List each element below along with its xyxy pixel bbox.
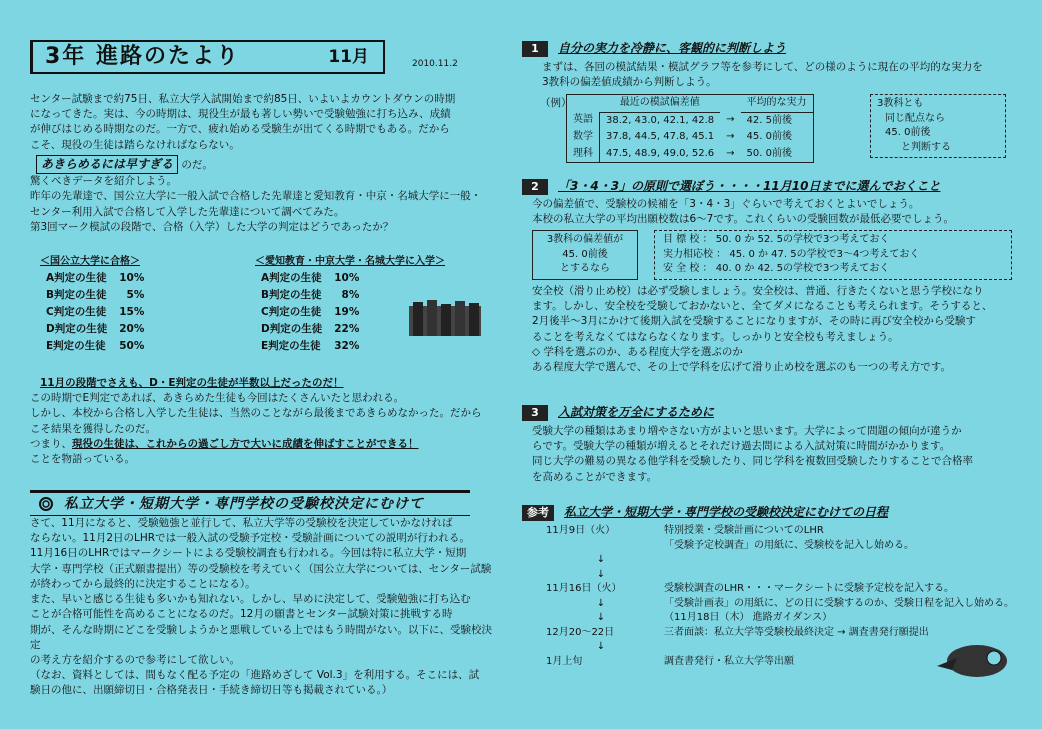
arrow: → [726,114,735,126]
reference-badge: 参考 [522,505,554,521]
arrow: → [726,131,735,142]
intro [30,92,500,235]
percentage: 10% [119,271,145,284]
schedule-row [542,524,1018,539]
schedule-date: ↓ [596,597,606,609]
section-heading-private-schools [30,490,470,516]
schedule-date: 11月16日（火） [546,583,622,594]
newsletter-month: 11月 [328,46,369,67]
table-row [567,146,814,163]
grade-label: B判定の生徒 [46,288,107,301]
body-line: ◇ 学科を選ぶのか、ある程度大学を選ぶのか [532,345,743,358]
average: 45. 0前後 [746,131,792,142]
judgment-line: 3教科とも [877,98,924,109]
deviation-table [566,94,814,163]
national-results [40,255,150,356]
condition-line: 45. 0前後 [562,248,608,260]
national-heading: ＜国公立大学に合格＞ [40,256,140,267]
result-row [255,321,365,338]
schedule-event [660,568,1018,583]
section-title: 入試対策を万全にするために [558,405,715,420]
intro-line: センター利用入試で合格して入学した先輩達について調べてみた。 [30,205,345,218]
intro-line: こそ、現役の生徒は踏らなければならない。 [30,138,240,151]
subject: 数学 [567,129,600,146]
percentage: 8% [341,288,360,301]
schedule-event: 三者面談：私立大学等受験校最終決定 → 調査書発行願提出 [664,626,929,638]
section-number: 3 [522,405,548,421]
body-line: ることを考えなくてはならなくなります。しっかりと安全校も考えましょう。 [532,330,899,343]
books-illustration [405,292,485,342]
condition-line: とするなら [560,263,610,274]
intro-line: 驚くべきデータを紹介しよう。 [30,175,177,188]
grade-label: D判定の生徒 [261,323,323,336]
body-line: が終わってから最終的に決定することになる）。 [30,577,256,590]
intro-line: センター試験まで約75日、私立大学入試開始まで約85日、いよいよカウントダウンの時期 [30,93,456,105]
body-line: ならない。11月2日のLHRでは一般入試の受験予定校・受験計画についての説明が行われる。 [30,532,470,545]
bird-illustration [932,636,1012,686]
result-row [255,287,365,304]
body-line: 今の偏差値で、受験校の候補を「3・4・3」ぐらいで考えておくとよいでしょう。 [532,198,920,210]
double-circle-icon [36,497,56,511]
section-1-body [542,60,1012,90]
body-line: まずは、各回の模試結果・模試グラフ等を参考にして、どの様のように現在の平均的な実力を [542,61,983,73]
schedule-event: 受験校調査のLHR・・・マークシートに受験予定校を記入する。 [664,583,955,594]
private-schools-body [30,516,500,699]
body-line: ある程度大学で選んで、その上で学科を広げて滑り止め校を選ぶのも一つの考え方です。 [532,361,951,374]
schedule-date: ↓ [596,554,606,565]
body-line: らです。受験大学の種類が増えるとそれだけ過去問による入試対策に時間がかかります。 [532,440,951,453]
result-row [40,321,150,338]
section-title: 私立大学・短期大学・専門学校の受験校決定にむけて [64,495,424,512]
school-tier-box [654,230,1012,280]
schedule-event: 「受験計画表」の用紙に、どの日に受験するのか、受験日程を記入し始める。 [664,597,1014,609]
table-row [567,112,814,129]
percentage: 15% [119,305,145,318]
schedule-date: 1月上旬 [546,655,583,667]
grade-label: C判定の生徒 [46,305,107,318]
body-line: 大学・専門学校（正式願書提出）等の受験校を考えていく（国公立大学については、センター試験 [30,562,492,575]
body-line: ます。しかし、安全校を受験しておかないと、全てダメになることも考えられます。そうすると、 [532,300,993,313]
table-header-row [567,95,814,113]
result-row [40,270,150,287]
percentage: 22% [334,323,360,336]
body-line: を高めることができます。 [532,470,658,483]
percentage: 20% [119,323,145,336]
section-title: 自分の実力を冷静に、客観的に判断しよう [558,41,787,56]
conclusion [30,376,500,467]
column-header: 最近の模試偏差値 [600,95,721,113]
scores: 37.8, 44.5, 47.8, 45.1 [606,131,715,142]
conclusion-emphasis-line [30,437,500,452]
left-column [30,0,500,729]
body-line: 11月16日のLHRではマークシートによる受験校調査も行われる。今回は特に私立大学・短期 [30,547,467,560]
schedule-row [542,611,1018,626]
right-column [522,0,1022,729]
body-line: ことが合格可能性を高めることになるのだ。12月の願書とセンター試験対策に挑戦する時 [30,608,453,621]
cell [720,95,740,113]
condition-line: 3教科の偏差値が [546,234,624,245]
percentage: 5% [126,288,145,301]
grade-label: A判定の生徒 [261,271,322,284]
cell [567,95,600,113]
body-line: 受験大学の種類はあまり増やさない方がよいと思います。大学によって問題の傾向が違うか [532,425,962,437]
subject: 理科 [567,146,600,163]
newsletter-title-box [30,40,385,74]
intro-line: になってきた。実は、今の時期は、現役生が最も著しい勢いで受験勉強に打ち込み、成績 [30,108,451,121]
conclusion-line: この時期でE判定であれば、あきらめた生徒も今回はたくさんいたと思われる。 [30,392,405,405]
grade-label: E判定の生徒 [46,340,106,353]
subject: 英語 [567,112,600,129]
schedule-date: 12月20～22日 [546,626,615,638]
result-row [255,270,365,287]
judgment-box [870,94,1006,158]
schedule-date: ↓ [596,641,606,652]
schedule-event: （11月18日（木） 進路ガイダンス） [664,612,833,623]
scores: 38.2, 43.0, 42.1, 42.8 [606,114,715,126]
body-line: 期が、そんな時期にどこを受験しようかと悪戦している上ではもう時間がない。以下に、受験校決定 [30,623,492,651]
private-heading: ＜愛知教育・中京大学・名城大学に入学＞ [255,256,445,267]
schedule-row [542,539,1018,554]
column-header: 平均的な実力 [741,95,814,113]
section-2-body [532,284,1012,375]
schedule-date: ↓ [596,612,606,623]
percentage: 10% [334,271,360,284]
schedule-row [542,582,1018,597]
schedule-title: 私立大学・短期大学・専門学校の受験校決定にむけての日程 [564,505,889,520]
section-3-body [532,424,1012,485]
intro-line: 第3回マーク模試の段階で、合格（入学）した大学の判定はどうであったか？ [30,220,394,233]
section-3-heading [522,404,714,422]
result-row [40,338,150,355]
tier-line: 目 標 校 ： 50. 0 か 52. 5の学校で3つ考えておく [663,234,890,245]
schedule-date [542,539,660,554]
average: 42. 5前後 [746,114,792,126]
body-line: （なお、資料としては、間もなく配る予定の「進路めざして Vol.3」を利用する。そこには、試 [30,669,480,682]
national-table [40,270,150,356]
percentage: 19% [334,305,360,318]
example-label: （例） [540,97,572,109]
conclusion-line: こそ結果を獲得したのだ。 [30,422,156,435]
schedule-row [542,553,1018,568]
conclusion-line: しかし、本校から合格し入学した生徒は、当然のことながら最後まであきらめなかった。だから [30,407,482,420]
intro-line: が伸びはじめる時期なのだ。一方で、疲れ始める受験生が出てくる時期でもある。だから [30,123,450,136]
issue-date: 2010.11.2 [412,59,458,69]
section-number: 2 [522,179,548,195]
deviation-condition-box [532,230,638,280]
percentage: 32% [334,340,360,353]
schedule-event: 「受験予定校調査」の用紙に、受験校を記入し始める。 [664,539,914,551]
body-line: の考え方を紹介するので参考にして欲しい。 [30,653,240,666]
grade-label: A判定の生徒 [46,271,107,284]
body-line: さて、11月になると、受験勉強と並行して、私立大学等の受験校を決定していかなければ [30,517,453,529]
section-2-heading [522,178,940,196]
average: 50. 0前後 [746,147,792,159]
grade-label: B判定の生徒 [261,288,322,301]
schedule-event: 特別授業・受験計画についてのLHR [664,525,824,536]
result-row [255,304,365,321]
tier-line: 安 全 校 ： 40. 0 か 42. 5の学校で3つ考えておく [663,263,890,274]
judgment-line: 同じ配点なら [885,112,945,124]
conclusion-line: ことを物語っている。 [30,453,135,466]
result-row [40,304,150,321]
scores: 47.5, 48.9, 49.0, 52.6 [606,147,715,159]
grade-label: E判定の生徒 [261,340,321,353]
tier-line: 実力相応校 ： 45. 0 か 47. 5の学校で3～4つ考えておく [663,248,920,260]
highlight-phrase: あきらめるには早すぎる [36,155,178,174]
table-row [567,129,814,146]
body-line: 本校の私立大学の平均出願校数は6～7です。これくらいの受験回数が最低必要でしょう。 [532,213,955,226]
private-table [255,270,365,356]
highlight-line [36,155,500,174]
section-title: 「3・4・3」の原則で選ぼう・・・・11月10日までに選んでおくこと [558,179,941,194]
section-1-heading [522,40,786,58]
schedule-event: 調査書発行・私立大学等出願 [664,655,794,667]
schedule-date: ↓ [596,568,606,580]
body-line: また、早いと感じる生徒も多いかも知れない。しかし、早めに決定して、受験勉強に打ち込む [30,593,471,606]
arrow: → [726,147,735,159]
result-row [40,287,150,304]
schedule-row [542,568,1018,583]
intro-line: 昨年の先輩達で、国公立大学に一般入試で合格した先輩達と愛知教育・中京・名城大学に一般・ [30,190,482,203]
result-row [255,338,365,355]
body-line: 安全校（滑り止め校）は必ず受験しましょう。安全校は、普通、行きたくないと思う学校になり [532,285,984,297]
emphasis-text: 現役の生徒は、これからの過ごし方で大いに成績を伸ばすことができる！ [72,437,419,450]
judgment-line: と判断する [901,141,951,153]
highlight-suffix: のだ。 [181,158,213,171]
section-number: 1 [522,41,548,57]
body-line: 3教科の偏差値成績から判断しよう。 [542,76,717,89]
section-2-intro [532,197,1012,227]
newsletter-title: 3年 進路のたより [45,44,240,70]
body-line: 2月後半～3月にかけて後期入試を受験することになりますが、その時に再び安全校から受験す [532,315,976,328]
schedule-event [660,553,1018,568]
body-line: 同じ大学の難易の異なる他学科を受験したり、同じ学科を複数回受験したりすることで合格率 [532,455,973,468]
emphasis-prefix: つまり、 [30,437,72,450]
grade-label: C判定の生徒 [261,305,322,318]
schedule-heading [522,504,888,522]
schedule-date: 11月9日（火） [546,525,616,536]
body-line: 験日の他に、出願締切日・合格発表日・手続き締切日等も掲載されている。） [30,684,393,697]
grade-label: D判定の生徒 [46,323,108,336]
percentage: 50% [119,340,145,353]
conclusion-headline: 11月の段階でさえも、D・E判定の生徒が半数以上だったのだ！ [40,377,344,389]
judgment-line: 45. 0前後 [885,127,931,138]
schedule-row [542,597,1018,612]
